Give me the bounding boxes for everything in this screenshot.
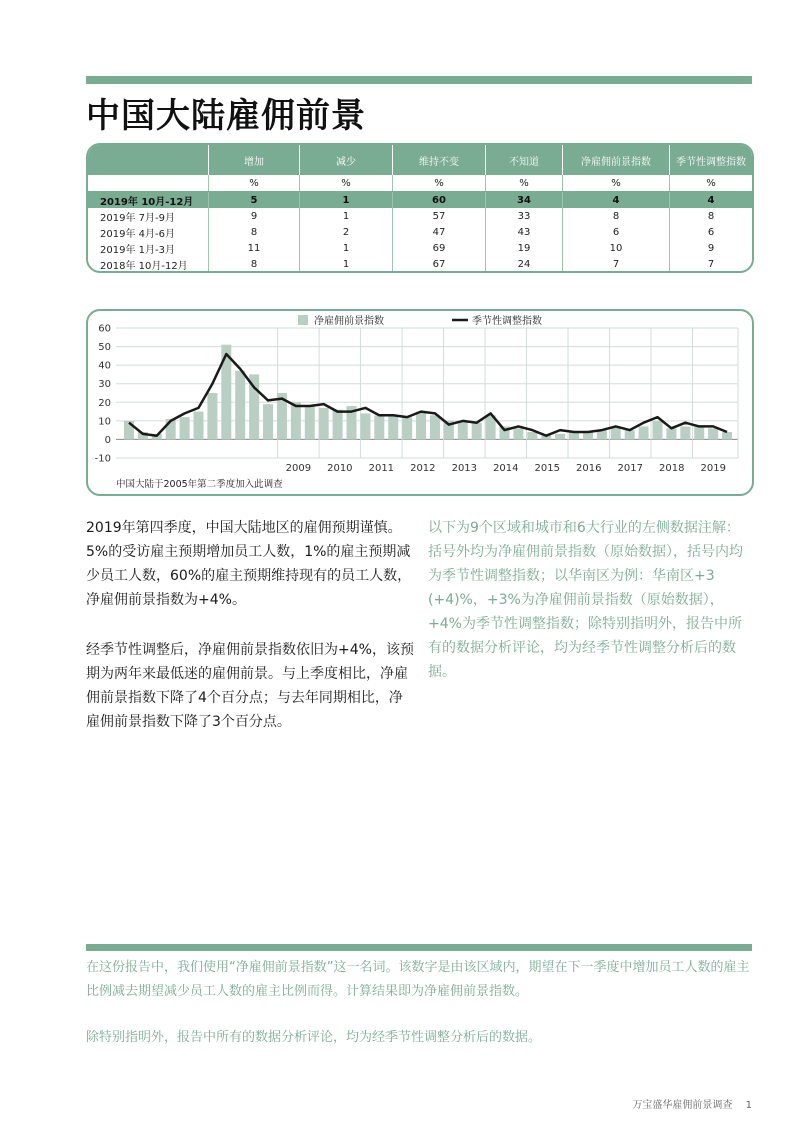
nei-bar — [708, 428, 718, 439]
chart-footnote: 中国大陆于2005年第二季度加入此调查 — [116, 479, 283, 490]
nei-bar — [388, 415, 398, 439]
trend-chart-panel — [86, 309, 754, 496]
nei-bar — [694, 426, 704, 439]
table-cell: 6 — [670, 224, 753, 240]
chart-legend — [298, 314, 542, 327]
nei-bar — [513, 428, 523, 439]
table-cell: 34 — [486, 192, 563, 209]
y-tick-label: 50 — [98, 342, 111, 354]
table-cell: 7 — [670, 256, 753, 272]
table-row — [88, 256, 752, 272]
table-header-cell — [88, 145, 209, 175]
nei-bar — [319, 408, 329, 440]
x-tick-label: 2009 — [285, 463, 312, 474]
table-cell: 9 — [209, 208, 300, 224]
table-cell: 67 — [393, 256, 486, 272]
page-footer — [632, 1096, 752, 1111]
table-units-row — [88, 175, 752, 192]
table-cell: 4 — [670, 192, 753, 209]
x-tick-label: 2016 — [576, 463, 602, 474]
table-cell: 2018年 10月-12月 — [100, 260, 188, 272]
unit-cell: % — [486, 175, 563, 192]
y-tick-label: 10 — [98, 416, 111, 428]
bottom-accent-bar — [86, 944, 752, 951]
x-tick-label: 2018 — [659, 463, 685, 474]
x-tick-label: 2011 — [368, 463, 395, 474]
x-tick-label: 2015 — [534, 463, 561, 474]
table-cell: 57 — [393, 208, 486, 224]
table-cell: 2019年 4月-6月 — [100, 228, 175, 240]
table-header-cell: 季节性调整指数 — [670, 145, 753, 175]
table-row — [88, 192, 752, 209]
table-cell: 33 — [486, 208, 563, 224]
nei-bar — [680, 426, 690, 439]
unit-cell: % — [209, 175, 300, 192]
unit-cell: % — [393, 175, 486, 192]
table-cell: 7 — [563, 256, 670, 272]
table-header-cell: 净雇佣前景指数 — [563, 145, 670, 175]
nei-bar — [555, 434, 565, 440]
nei-bar — [360, 413, 370, 439]
table-header-cell: 增加 — [209, 145, 300, 175]
nei-bar — [374, 415, 384, 439]
table-cell: 2019年 1月-3月 — [100, 244, 175, 256]
top-accent-bar — [86, 76, 752, 84]
nei-bar — [180, 417, 190, 439]
nei-bar — [333, 410, 343, 440]
table-cell: 10 — [563, 240, 670, 256]
table-cell: 69 — [393, 240, 486, 256]
table-cell: 47 — [393, 224, 486, 240]
table-cell: 8 — [209, 224, 300, 240]
analysis-note: 除特别指明外，报告中所有的数据分析评论，均为经季节性调整分析后的数据。 — [86, 1030, 542, 1045]
nei-bar — [402, 417, 412, 439]
unit-cell: % — [300, 175, 393, 192]
nei-bar — [207, 393, 217, 439]
table-header-cell: 减少 — [300, 145, 393, 175]
y-tick-label: 0 — [104, 434, 111, 446]
nei-bar — [722, 432, 732, 439]
x-tick-label: 2010 — [327, 463, 353, 474]
table-cell: 6 — [563, 224, 670, 240]
unit-cell: % — [670, 175, 753, 192]
unit-cell: % — [563, 175, 670, 192]
legend-bar-swatch — [298, 315, 308, 325]
table-cell: 9 — [670, 240, 753, 256]
paragraph-seasonal: 经季节性调整后，净雇佣前景指数依旧为+4%，该预期为两年来最低迷的雇佣前景。与上季度相比，净雇佣前景指数下降了4个百分点；与去年同期相比，净雇佣前景指数下降了3个百分点。 — [86, 642, 414, 730]
nei-bar — [666, 428, 676, 439]
trend-chart — [88, 311, 752, 494]
legend-label-nei: 净雇佣前景指数 — [314, 316, 384, 327]
nei-bar — [416, 412, 426, 440]
table-cell: 2019年 7月-9月 — [100, 212, 175, 224]
nei-bar — [430, 415, 440, 439]
paragraph-data-notes: 以下为9个区域和城市和6大行业的左侧数据注解：括号外均为净雇佣前景指数（原始数据），括号内均为季节性调整指数；以华南区为例：华南区+3 (+4)%，+3%为净雇佣前景指数（原始数据），+4%为季节性调整指数；除特别指明外，报告中所有的数据分析评论，均为经季节性调整分析后的数据。 — [428, 520, 743, 680]
unit-cell — [88, 175, 209, 192]
sai-line — [129, 354, 727, 436]
table-cell: 60 — [393, 192, 486, 209]
table-cell: 1 — [300, 256, 393, 272]
nei-bar — [472, 423, 482, 440]
page-number: 1 — [745, 1100, 752, 1111]
y-tick-label: 20 — [98, 397, 111, 409]
table-row — [88, 208, 752, 224]
nei-bar — [305, 406, 315, 439]
table-row — [88, 240, 752, 256]
x-tick-label: 2012 — [410, 463, 436, 474]
table-cell: 1 — [300, 240, 393, 256]
x-tick-label: 2014 — [493, 463, 519, 474]
definition-note: 在这份报告中，我们使用“净雇佣前景指数”这一名词。该数字是由该区域内，期望在下一季度中增加员工人数的雇主比例减去期望减少员工人数的雇主比例而得。计算结果即为净雇佣前景指数。 — [86, 960, 750, 999]
x-tick-label: 2013 — [451, 463, 478, 474]
table-cell: 8 — [670, 208, 753, 224]
table-cell: 1 — [300, 208, 393, 224]
nei-bar — [639, 426, 649, 439]
table-cell: 24 — [486, 256, 563, 272]
footer-title: 万宝盛华雇佣前景调查 — [632, 1100, 733, 1111]
nei-bar — [193, 412, 203, 440]
table-cell: 2 — [300, 224, 393, 240]
y-tick-label: 60 — [98, 323, 111, 335]
nei-bar — [652, 421, 662, 440]
table-cell: 8 — [563, 208, 670, 224]
table-header-cell: 不知道 — [486, 145, 563, 175]
table-cell: 43 — [486, 224, 563, 240]
table-cell: 1 — [300, 192, 393, 209]
table-cell: 8 — [209, 256, 300, 272]
paragraph-summary: 2019年第四季度，中国大陆地区的雇佣预期谨慎。5%的受访雇主预期增加员工人数，1%的雇主预期减少员工人数，60%的雇主预期维持现有的员工人数，净雇佣前景指数为+4%。 — [86, 520, 412, 608]
table-cell: 4 — [563, 192, 670, 209]
table-header-row — [88, 145, 752, 175]
table-cell: 2019年 10月-12月 — [88, 192, 209, 209]
nei-bar — [527, 432, 537, 439]
nei-bar — [263, 404, 273, 439]
table-cell: 11 — [209, 240, 300, 256]
x-tick-label: 2019 — [700, 463, 726, 474]
legend-label-sai: 季节性调整指数 — [472, 316, 542, 327]
table-header-cell: 维持不变 — [393, 145, 486, 175]
nei-bar — [235, 371, 245, 440]
table-row — [88, 224, 752, 240]
outlook-table — [86, 143, 754, 273]
y-tick-label: 40 — [98, 360, 111, 372]
nei-bar — [625, 430, 635, 439]
nei-bar — [291, 402, 301, 439]
x-tick-label: 2017 — [617, 463, 643, 474]
table-cell: 19 — [486, 240, 563, 256]
page-title: 中国大陆雇佣前景 — [86, 96, 366, 136]
table-cell: 5 — [209, 192, 300, 209]
y-tick-label: -10 — [94, 453, 111, 465]
y-tick-label: 30 — [98, 379, 111, 391]
nei-bar — [458, 421, 468, 440]
